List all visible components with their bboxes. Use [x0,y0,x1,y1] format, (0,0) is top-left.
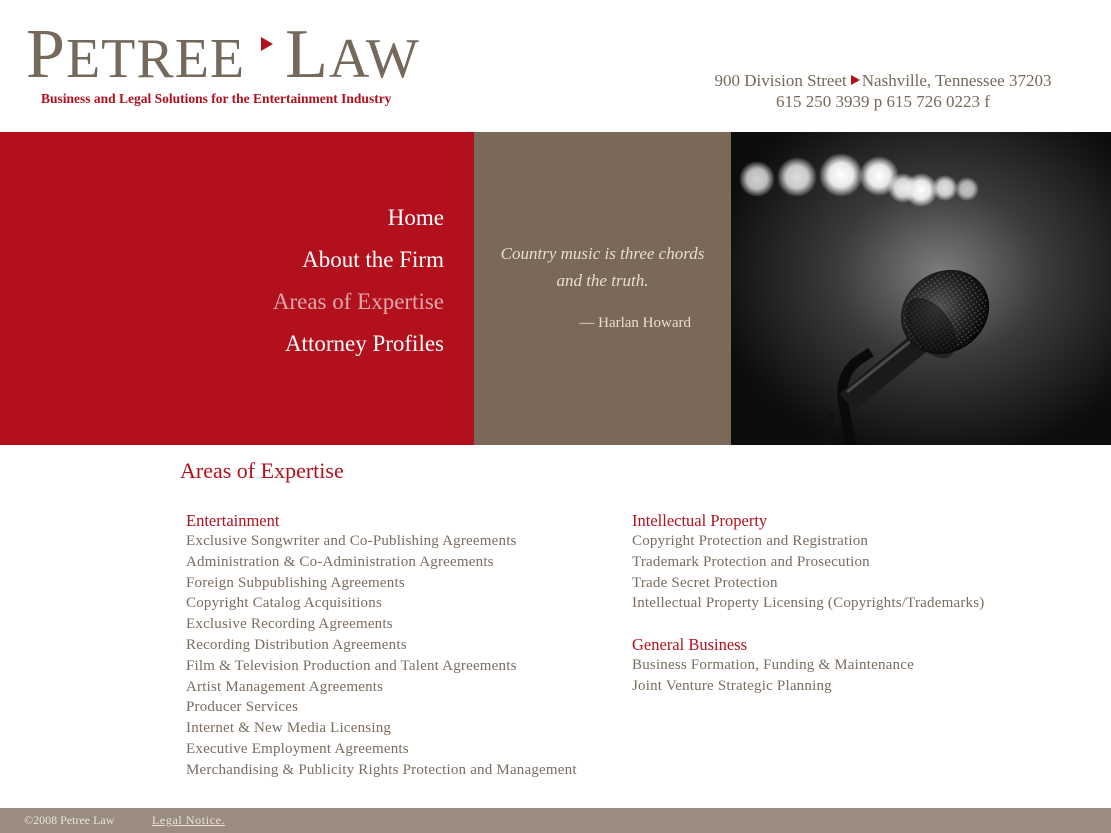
list-item: Artist Management Agreements [186,678,384,695]
category-entertainment [186,510,577,781]
legal-notice-link[interactable]: Legal Notice. [152,813,226,827]
list-item: Copyright Protection and Registration [632,533,869,549]
list-item: Trade Secret Protection [632,574,778,591]
footer [0,808,1111,833]
category-list [186,531,577,781]
nav-panel [0,132,474,445]
list-item: Joint Venture Strategic Planning [632,677,832,694]
category-heading: General Business [632,635,748,655]
nav-home[interactable]: Home [387,205,444,230]
quote-text: Country music is three chords and the truth. [500,244,705,290]
list-item: Merchandising & Publicity Rights Protection and Management [186,761,577,778]
list-item: Copyright Catalog Acquisitions [186,595,382,612]
address-block [700,70,1066,112]
quote-panel [474,132,731,445]
category-intellectual-property [632,510,984,614]
list-item: Internet & New Media Licensing [186,720,392,737]
list-item: Exclusive Recording Agreements [186,616,393,633]
tagline: Business and Legal Solutions for the Entertainment Industry [41,91,392,106]
column-right [632,510,984,697]
nav-attorney-profiles[interactable]: Attorney Profiles [284,331,444,356]
logo-text-etree: ETREE [65,28,246,90]
address-city: Nashville, Tennessee 37203 [861,71,1052,90]
quote-author: — Harlan Howard [579,315,691,331]
section-title: Areas of Expertise [180,458,344,483]
copyright: ©2008 Petree Law [24,813,115,827]
category-heading: Intellectual Property [632,511,768,530]
logo-initial-l: L [285,16,329,93]
list-item: Executive Employment Agreements [186,740,409,757]
logo[interactable] [26,16,420,94]
category-heading: Entertainment [186,511,280,530]
column-left [186,510,577,781]
nav-areas-of-expertise[interactable]: Areas of Expertise [272,289,444,314]
arrow-icon [851,75,860,85]
category-list [632,531,984,614]
list-item: Foreign Subpublishing Agreements [186,574,405,591]
address-street: 900 Division Street [714,71,847,90]
list-item: Administration & Co-Administration Agreements [186,553,494,570]
list-item: Business Formation, Funding & Maintenance [632,657,914,674]
list-item: Intellectual Property Licensing (Copyrights/Trademarks) [632,595,985,612]
address-line [700,70,1066,91]
phone-line: 615 250 3939 p 615 726 0223 f [776,92,990,111]
category-list [632,655,984,697]
list-item: Trademark Protection and Prosecution [632,553,870,570]
list-item: Recording Distribution Agreements [186,636,407,653]
list-item: Film & Television Production and Talent Agreements [186,657,517,674]
logo-initial-p: P [26,16,66,93]
logo-arrow-icon [261,37,273,51]
microphone-photo [731,132,1111,445]
list-item: Producer Services [186,699,299,716]
list-item: Exclusive Songwriter and Co-Publishing Agreements [186,533,517,549]
nav-about-the-firm[interactable]: About the Firm [302,247,444,272]
logo-text-aw: AW [328,28,420,90]
category-general-business [632,634,984,697]
main-nav [273,197,444,365]
